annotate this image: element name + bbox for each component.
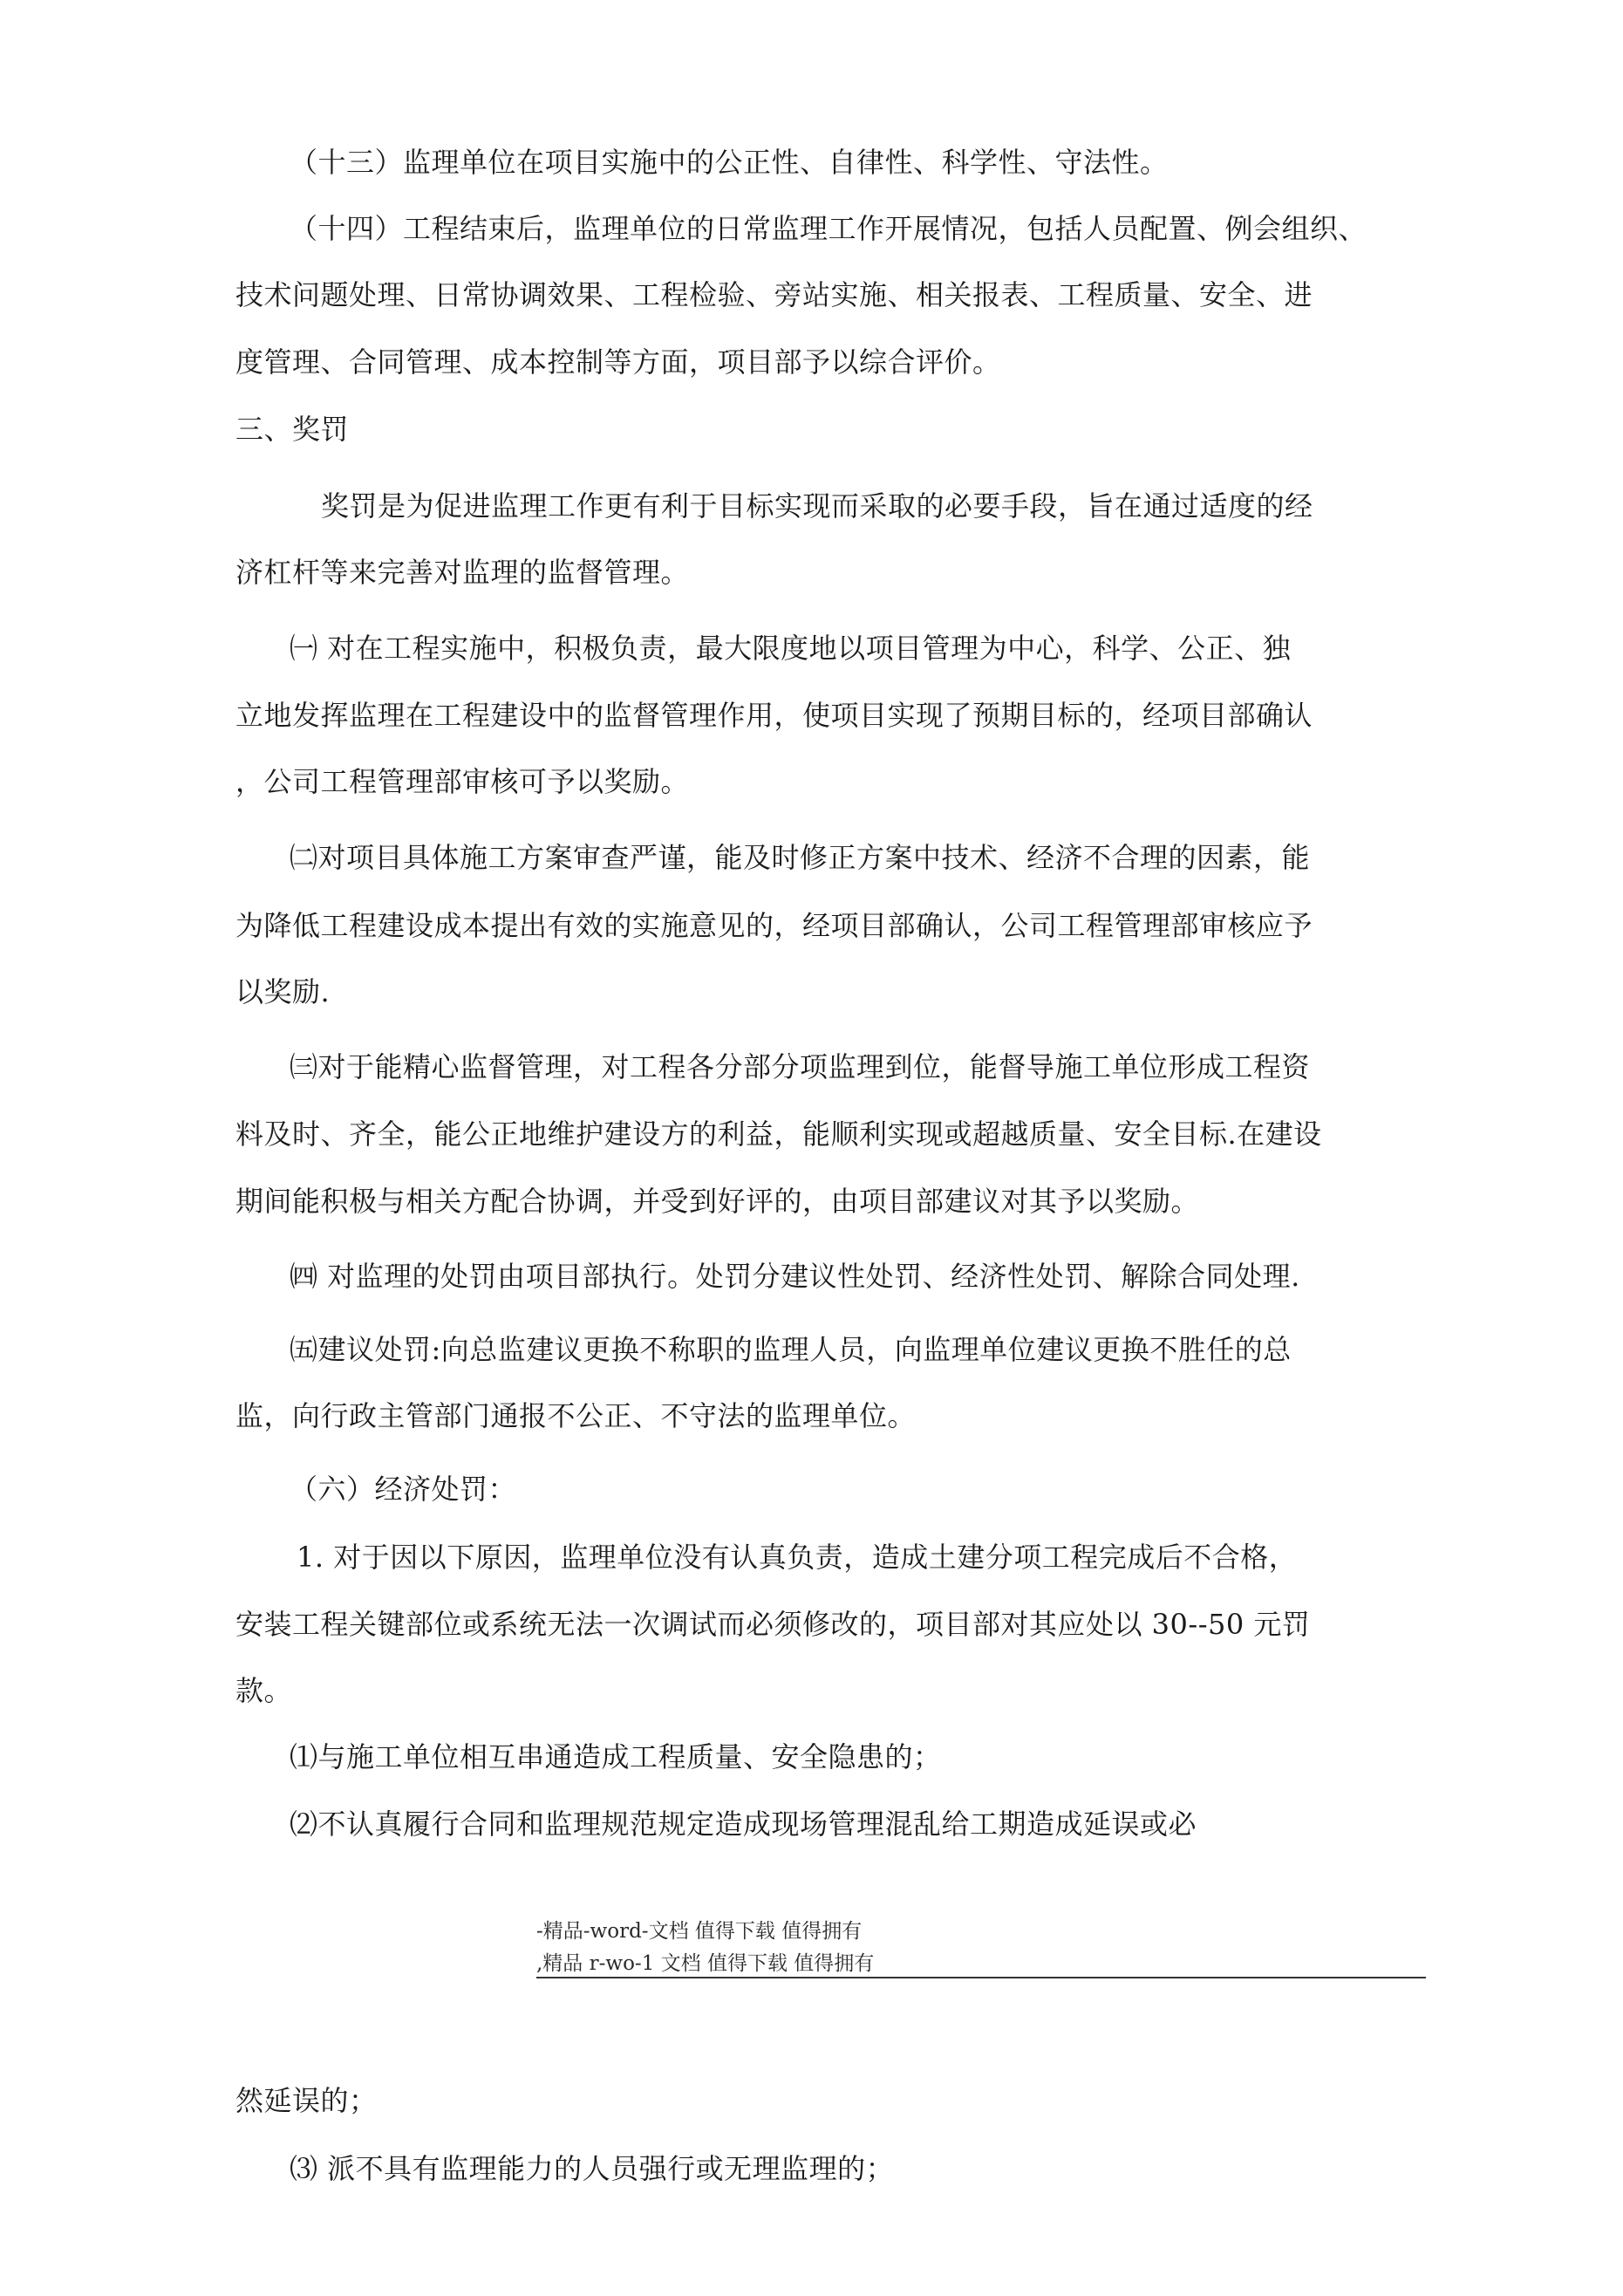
reward-2-line2: 为降低工程建设成本提出有效的实施意见的，经项目部确认，公司工程管理部审核应予 <box>235 909 1313 942</box>
reward-3-line3: 期间能积极与相关方配合协调，并受到好评的，由项目部建议对其予以奖励。 <box>235 1185 1200 1218</box>
reward-2-line3: 以奖励. <box>235 975 331 1008</box>
intro-line1: 奖罚是为促进监理工作更有利于目标实现而采取的必要手段，旨在通过适度的经 <box>321 489 1313 523</box>
reward-1-line1: ㈠ 对在工程实施中，积极负责，最大限度地以项目管理为中心，科学、公正、独 <box>290 632 1292 665</box>
sub-item-2-line1: ⑵不认真履行合同和监理规范规定造成现场管理混乱给工期造成延误或必 <box>290 1807 1197 1841</box>
penalty-5-line1: ㈤建议处罚:向总监建议更换不称职的监理人员，向监理单位建议更换不胜任的总 <box>290 1333 1292 1366</box>
intro-line2: 济杠杆等来完善对监理的监督管理。 <box>235 556 690 589</box>
footer-watermark-line1: -精品-word-文档 值得下载 值得拥有 <box>536 1920 863 1943</box>
sub-item-3: ⑶ 派不具有监理能力的人员强行或无理监理的； <box>290 2152 895 2185</box>
item-14-line1: （十四）工程结束后，监理单位的日常监理工作开展情况，包括人员配置、例会组织、 <box>290 212 1367 245</box>
sub-item-2-line2: 然延误的； <box>235 2084 378 2117</box>
penalty-4: ㈣ 对监理的处罚由项目部执行。处罚分建议性处罚、经济性处罚、解除合同处理. <box>290 1260 1300 1293</box>
footer-divider <box>536 1977 1426 1978</box>
item-14-line3: 度管理、合同管理、成本控制等方面，项目部予以综合评价。 <box>235 345 1001 379</box>
economic-item-1-line3: 款。 <box>235 1674 293 1707</box>
reward-1-line3: ，公司工程管理部审核可予以奖励。 <box>235 765 690 798</box>
item-13: （十三）监理单位在项目实施中的公正性、自律性、科学性、守法性。 <box>290 146 1169 179</box>
reward-2-line1: ㈡对项目具体施工方案审查严谨，能及时修正方案中技术、经济不合理的因素，能 <box>290 841 1311 874</box>
economic-item-1-line1: 1. 对于因以下原因，监理单位没有认真负责，造成土建分项工程完成后不合格， <box>297 1541 1298 1574</box>
economic-penalty-heading: （六）经济处罚： <box>290 1473 517 1506</box>
item-14-line2: 技术问题处理、日常协调效果、工程检验、旁站实施、相关报表、工程质量、安全、进 <box>235 278 1313 311</box>
reward-3-line1: ㈢对于能精心监督管理，对工程各分部分项监理到位，能督导施工单位形成工程资 <box>290 1050 1311 1083</box>
reward-3-line2: 料及时、齐全，能公正地维护建设方的利益，能顺利实现或超越质量、安全目标.在建设 <box>235 1117 1322 1151</box>
penalty-5-line2: 监，向行政主管部门通报不公正、不守法的监理单位。 <box>235 1399 917 1432</box>
section-heading-rewards-penalties: 三、奖罚 <box>235 413 350 446</box>
sub-item-1: ⑴与施工单位相互串通造成工程质量、安全隐患的； <box>290 1740 942 1773</box>
reward-1-line2: 立地发挥监理在工程建设中的监督管理作用，使项目实现了预期目标的，经项目部确认 <box>235 699 1313 732</box>
footer-watermark-line2: ,精品 r-wo-1 文档 值得下载 值得拥有 <box>536 1952 875 1975</box>
economic-item-1-line2: 安装工程关键部位或系统无法一次调试而必须修改的，项目部对其应处以 30--50 元罚 <box>235 1608 1311 1641</box>
